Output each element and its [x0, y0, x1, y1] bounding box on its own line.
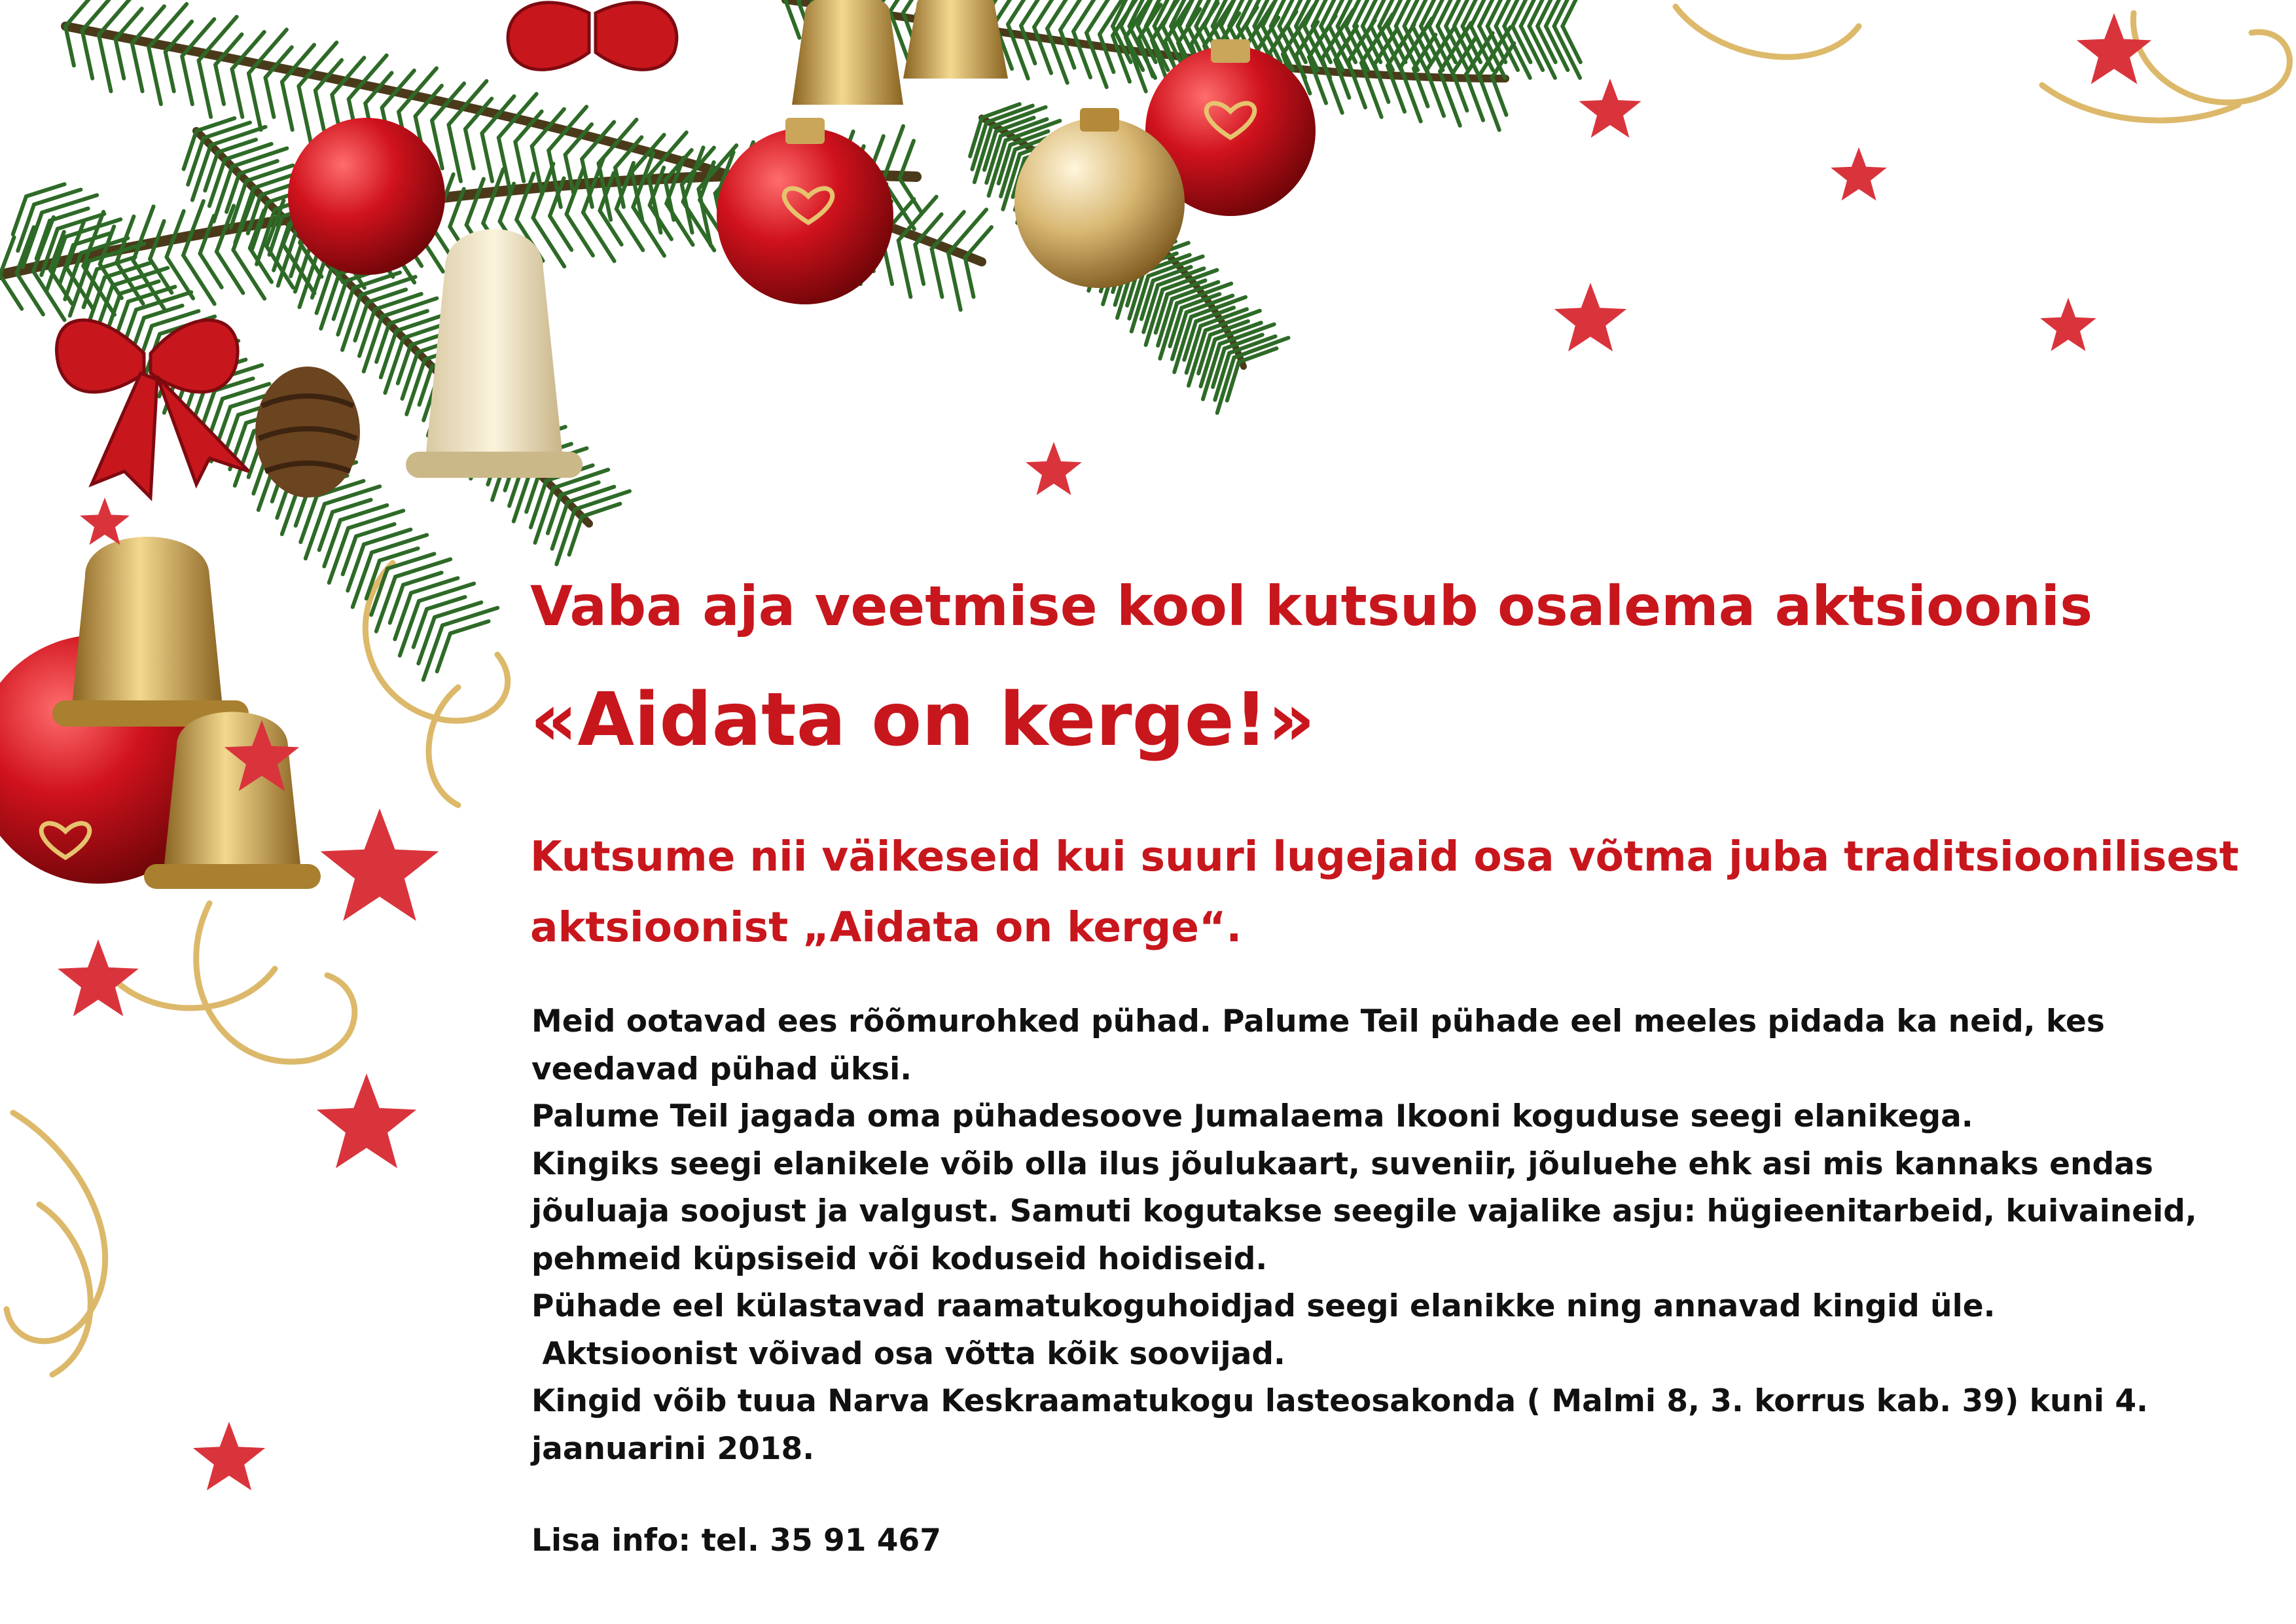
paragraph: Palume Teil jagada oma pühadesoove Jumalaema Ikooni koguduse seegi elanikega.: [531, 1098, 1973, 1134]
contact-info: Lisa info: tel. 35 91 467: [531, 1523, 941, 1559]
star-icon: [193, 1422, 265, 1490]
paragraph: Kingiks seegi elanikele võib olla ilus jõulukaart, suveniir, jõuluehe ehk asi mis kannaks endas jõuluaja soojust ja valgust. Samuti kogutakse seegile vajalike asju: hügieenitarbeid, kuivaineid, pehmeid küpsiseid või koduseid hoidiseid.: [531, 1146, 2197, 1277]
intro-text: Kutsume nii väikeseid kui suuri lugejaid osa võtma juba traditsioonilisest aktsioonist „Aidata on kerge“.: [530, 833, 2239, 951]
star-icon: [2040, 298, 2096, 351]
pinecone-icon: [255, 367, 360, 497]
body-text: [531, 998, 2272, 1473]
star-icon: [321, 808, 439, 921]
star-icon: [317, 1074, 416, 1168]
event-name-title: «Aidata on kerge!»: [530, 677, 1316, 763]
paragraph: Meid ootavad ees rõõmurohked pühad. Palume Teil pühade eel meeles pidada ka neid, kes veedavad pühad üksi.: [531, 1003, 2105, 1087]
star-icon: [1831, 147, 1887, 200]
invitation-heading: Vaba aja veetmise kool kutsub osalema aktsioonis: [530, 574, 2093, 638]
star-icon: [1579, 79, 1641, 138]
star-icon: [58, 939, 139, 1017]
star-icon: [1026, 442, 1082, 495]
star-icon: [80, 497, 130, 545]
star-icon: [1554, 283, 1626, 352]
star-icon: [2077, 13, 2151, 84]
paragraph: Aktsioonist võivad osa võtta kõik soovijad.: [531, 1335, 1285, 1372]
paragraph: Kingid võib tuua Narva Keskraamatukogu lasteosakonda ( Malmi 8, 3. korrus kab. 39) kuni 4. jaanuarini 2018.: [531, 1383, 2148, 1467]
paragraph: Pühade eel külastavad raamatukoguhoidjad seegi elanikke ning annavad kingid üle.: [531, 1288, 1996, 1324]
